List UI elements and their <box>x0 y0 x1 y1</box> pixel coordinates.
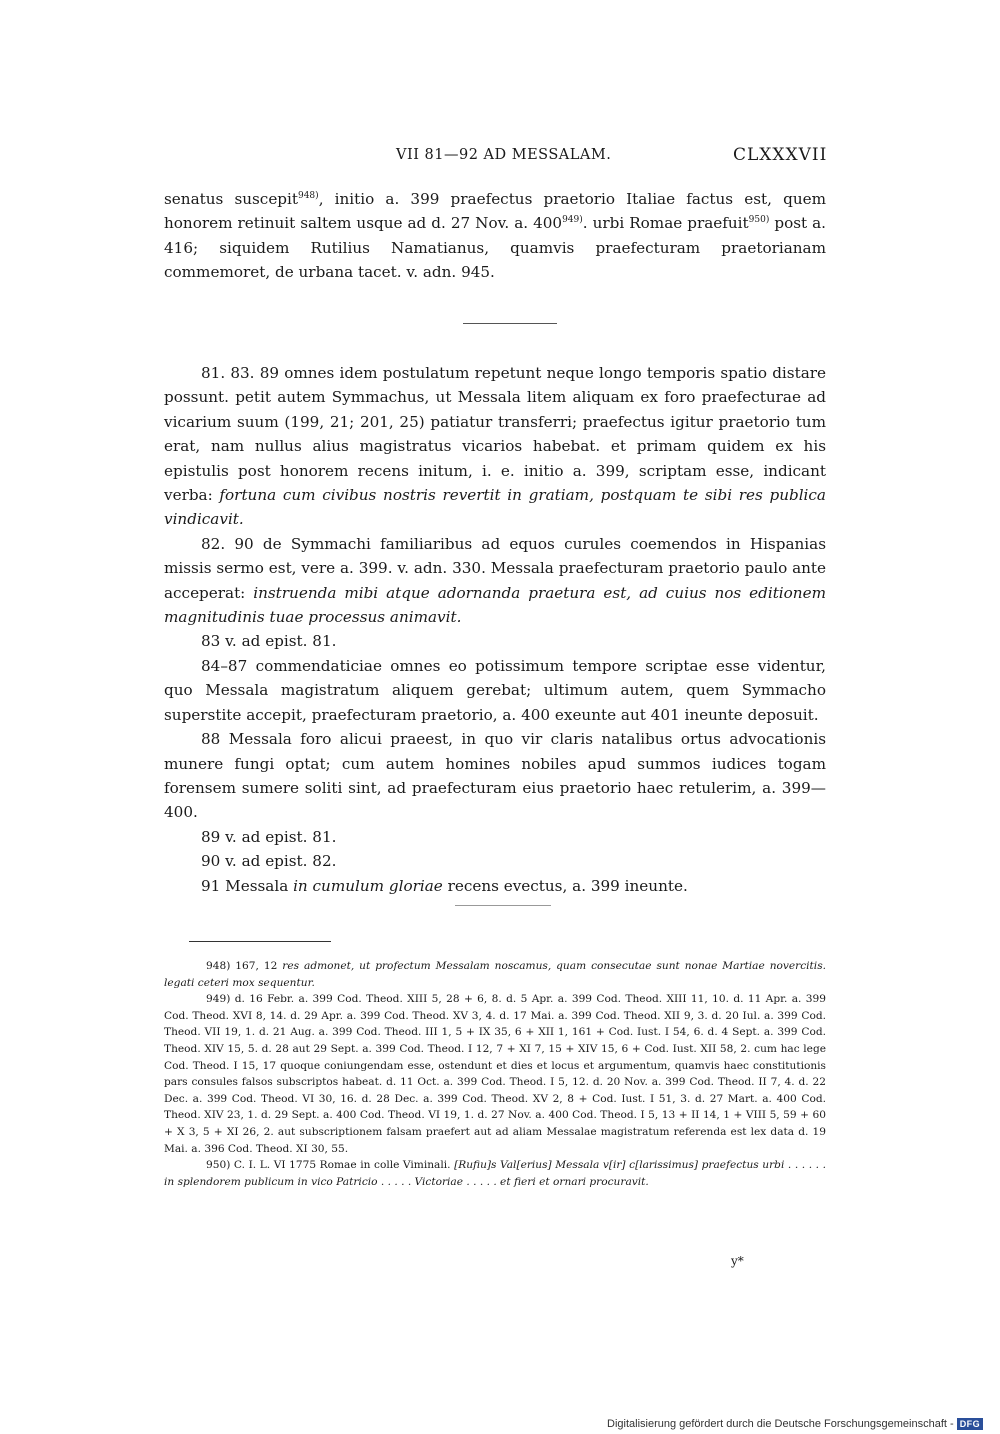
running-title: VII 81—92 AD MESSALAM. <box>396 147 612 163</box>
footnote-950: 950) C. I. L. VI 1775 Romae in colle Viminali. [Rufiu]s Val[erius] Messala v[ir] c[larissimus] praefectus urbi . . . . . . in splendorem publicum in vico Patricio . . . . . Victoriae . . . . . et fieri et ornari procuravit. <box>164 1159 826 1188</box>
digitization-notice: Digitalisierung gefördert durch die Deutsche Forschungsgemeinschaft - <box>607 1418 954 1430</box>
note-83: 83 v. ad epist. 81. <box>201 632 337 651</box>
note-90: 90 v. ad epist. 82. <box>201 852 337 871</box>
commentary <box>164 361 826 898</box>
footnote-rule <box>189 941 331 942</box>
intro-paragraph <box>164 187 826 285</box>
digitization-footer <box>607 1418 983 1430</box>
page-number: CLXXXVII <box>733 145 828 165</box>
note-81: 81. 83. 89 omnes idem postulatum repetunt neque longo temporis spatio distare possunt. petit autem Symmachus, ut Messala litem aliquam ex foro praefecturae ad vicarium suum (199, 21; 201, 25) patiatur transferri; praefectus igitur praetorio tum erat, nam nullus alius magistratus vicarios habebat. et primam quidem ex his epistulis post honorem recens initum, i. e. initio a. 399, scriptam esse, indicant verba: fortuna cum civibus nostris revertit in gratiam, postquam te sibi res publica vindicavit. <box>164 364 826 529</box>
dfg-logo: DFG <box>957 1418 984 1430</box>
note-88: 88 Messala foro alicui praeest, in quo vir claris natalibus ortus advocationis munere fungi optat; cum autem homines nobiles apud summos iudices togam forensem sumere soliti sint, ad praefecturam eius praetorio haec retulerim, a. 399—400. <box>164 730 826 822</box>
footnote-ref-950: 950) <box>748 215 770 226</box>
note-91: 91 Messala in cumulum gloriae recens evectus, a. 399 ineunte. <box>201 876 688 895</box>
footnote-948: 948) 167, 12 res admonet, ut profectum Messalam noscamus, quam consecutae sunt nonae Martiae novercitis. legati ceteri mox sequentur. <box>164 960 826 989</box>
note-82: 82. 90 de Symmachi familiaribus ad equos curules coemendos in Hispanias missis sermo est, vere a. 399. v. adn. 330. Messala praefecturam praetorio paulo ante acceperat: instruenda mibi atque adornanda praetura est, ad cuius nos editionem magnitudinis tuae processus animavit. <box>164 534 826 627</box>
signature-mark: y* <box>731 1254 744 1268</box>
end-divider <box>455 905 551 906</box>
footnote-ref-948: 948) <box>297 190 319 201</box>
footnotes <box>164 958 826 1190</box>
note-84: 84–87 commendaticiae omnes eo potissimum tempore scriptae esse videntur, quo Messala magistratum aliquem gerebat; ultimum autem, quem Symmacho superstite accepit, praefecturam praetorio, a. 400 exeunte aut 401 ineunte deposuit. <box>164 656 826 724</box>
section-divider <box>463 323 557 324</box>
footnote-ref-949: 949) <box>562 215 583 226</box>
intro-text: senatus suscepit$^{948)}$, initio a. 399 praefectus praetorio Italiae factus est, quem honorem retinuit saltem usque ad d. 27 Nov. a. 400$^{949)}$. urbi Romae praefuit$^{950)}$ post a. 416; siquidem Rutilius Namatianus, quamvis praefecturam praetorianam commemoret, de urbana tacet. v. adn. 945. <box>164 190 826 282</box>
note-89: 89 v. ad epist. 81. <box>201 827 337 846</box>
footnote-949: 949) d. 16 Febr. a. 399 Cod. Theod. XIII 5, 28 + 6, 8. d. 5 Apr. a. 399 Cod. Theod. XIII 11, 10. d. 11 Apr. a. 399 Cod. Theod. XVI 8, 14. d. 29 Apr. a. 399 Cod. Theod. XV 3, 4. d. 17 Mai. a. 399 Cod. Theod. XII 9, 3. d. 20 Iul. a. 399 Cod. Theod. VII 19, 1. d. 21 Aug. a. 399 Cod. Theod. III 1, 5 + IX 35, 6 + XII 1, 161 + Cod. Iust. I 54, 6. d. 4 Sept. a. 399 Cod. Theod. XIV 15, 5. d. 28 aut 29 Sept. a. 399 Cod. Theod. I 12, 7 + XI 7, 15 + XIV 15, 6 + Cod. Iust. XII 58, 2. cum hac lege Cod. Theod. I 15, 17 quoque coniungendam esse, ostendunt et dies et locus et argumentum, quamvis haec constitutionis pars consules falsos subscriptos habeat. d. 11 Oct. a. 399 Cod. Theod. I 5, 12. d. 20 Nov. a. 399 Cod. Theod. II 7, 4. d. 22 Dec. a. 399 Cod. Theod. VI 30, 16. d. 28 Dec. a. 399 Cod. Theod. XV 2, 8 + Cod. Iust. I 51, 3. d. 27 Mart. a. 400 Cod. Theod. XIV 23, 1. d. 29 Sept. a. 400 Cod. Theod. VI 19, 1. d. 27 Nov. a. 400 Cod. Theod. I 5, 13 + II 14, 1 + VIII 5, 59 + 60 + X 3, 5 + XI 26, 2. aut subscriptionem falsam praefert aut ad aliam Messalae magistratum referenda est lex data d. 19 Mai. a. 396 Cod. Theod. XI 30, 55. <box>164 993 826 1155</box>
